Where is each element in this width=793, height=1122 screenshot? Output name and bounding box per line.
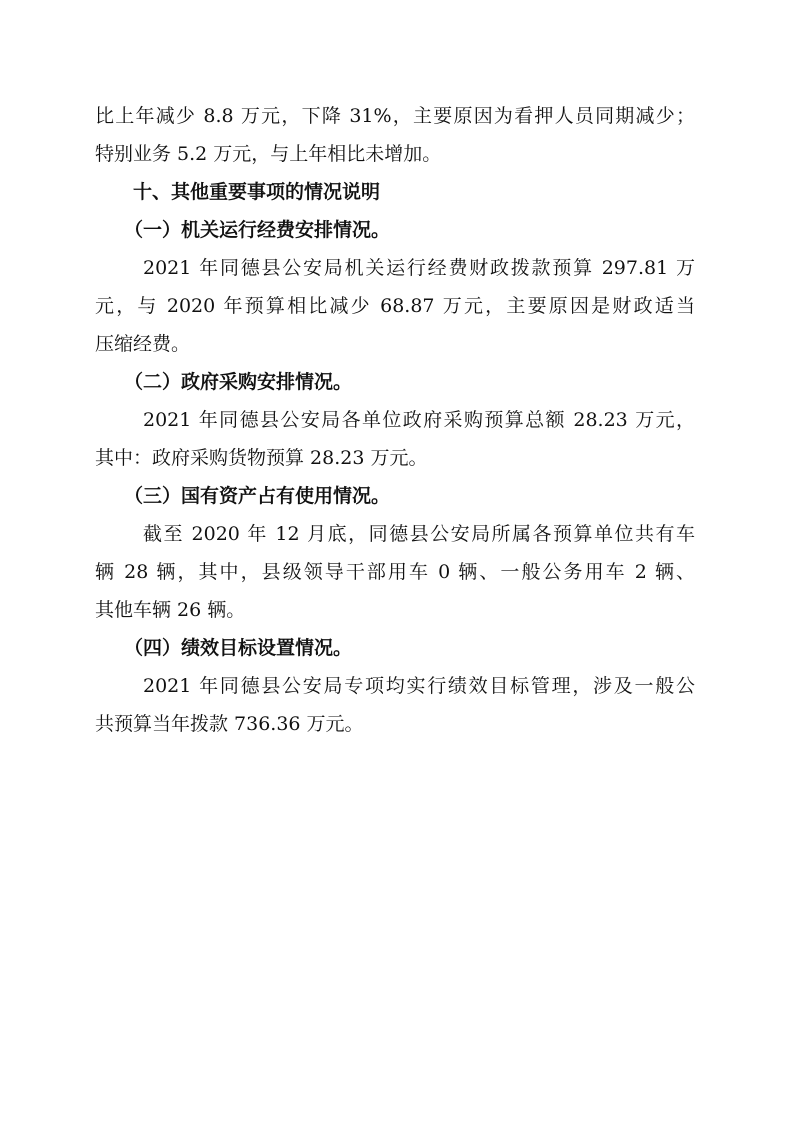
paragraph-line: 特别业务 5.2 万元，与上年相比未增加。 bbox=[95, 143, 442, 165]
paragraph-line: 辆 28 辆，其中，县级领导干部用车 0 辆、一般公务用车 2 辆、 bbox=[95, 561, 695, 583]
paragraph-line: 2021 年同德县公安局专项均实行绩效目标管理，涉及一般公 bbox=[143, 675, 695, 697]
paragraph-line: 2021 年同德县公安局机关运行经费财政拨款预算 297.81 万 bbox=[143, 257, 695, 279]
subsection-heading: （二）政府采购安排情况。 bbox=[124, 371, 353, 393]
paragraph-line: 2021 年同德县公安局各单位政府采购预算总额 28.23 万元， bbox=[143, 409, 695, 431]
paragraph-line: 比上年减少 8.8 万元，下降 31%，主要原因为看押人员同期减少； bbox=[95, 105, 695, 127]
section-heading: 十、其他重要事项的情况说明 bbox=[133, 181, 381, 203]
paragraph-line: 其中：政府采购货物预算 28.23 万元。 bbox=[95, 447, 428, 469]
paragraph-line: 压缩经费。 bbox=[95, 333, 191, 355]
subsection-heading: （三）国有资产占有使用情况。 bbox=[124, 485, 391, 507]
paragraph-line: 截至 2020 年 12 月底，同德县公安局所属各预算单位共有车 bbox=[143, 523, 695, 545]
paragraph-line: 元，与 2020 年预算相比减少 68.87 万元，主要原因是财政适当 bbox=[95, 295, 695, 317]
paragraph-line: 共预算当年拨款 736.36 万元。 bbox=[95, 713, 364, 735]
subsection-heading: （一）机关运行经费安排情况。 bbox=[124, 219, 391, 241]
paragraph-line: 其他车辆 26 辆。 bbox=[95, 599, 246, 621]
subsection-heading: （四）绩效目标设置情况。 bbox=[124, 637, 353, 659]
